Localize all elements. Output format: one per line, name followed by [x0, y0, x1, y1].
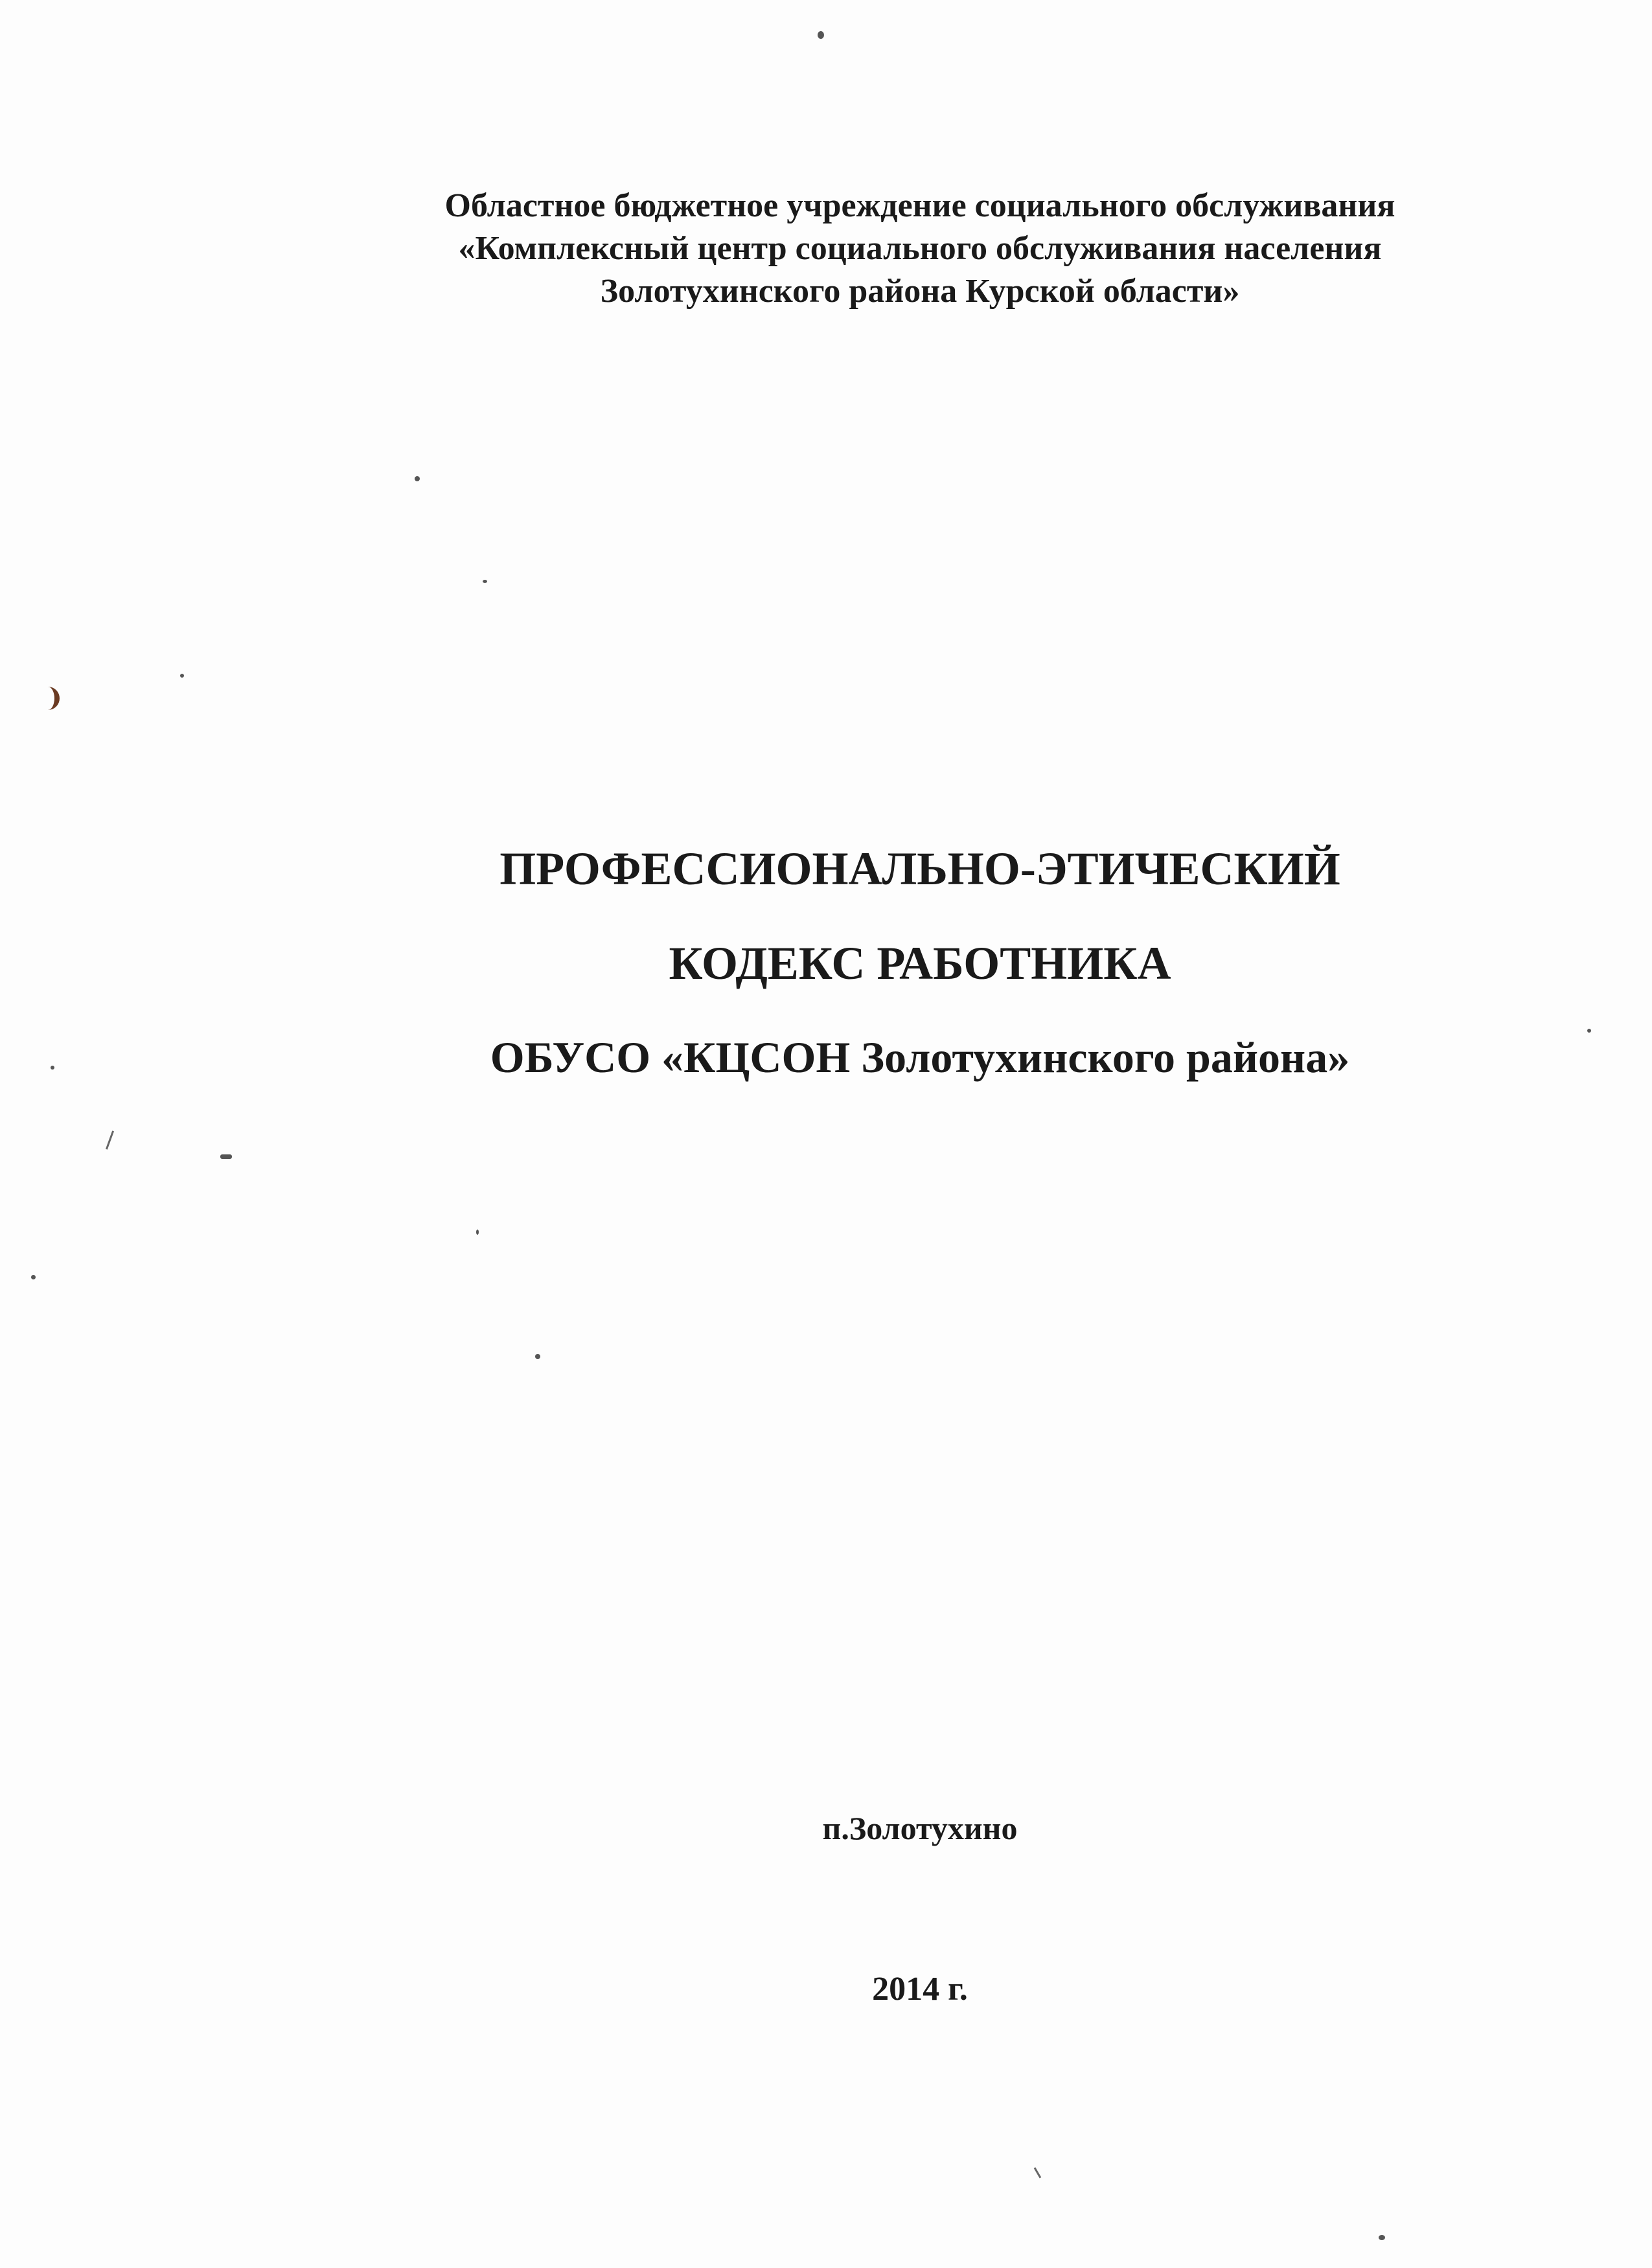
- scan-speck: [1379, 2235, 1385, 2240]
- document-title: [363, 842, 1477, 1083]
- scan-speck: [535, 1354, 540, 1359]
- scan-speck: [180, 674, 184, 678]
- scan-stroke: [1034, 2167, 1042, 2178]
- scan-speck: [1587, 1029, 1591, 1033]
- scan-speck: [220, 1154, 232, 1159]
- organization-header-line-2: «Комплексный центр социального обслуживания населения: [458, 230, 1382, 267]
- organization-header-line-1: Областное бюджетное учреждение социального обслуживания: [444, 187, 1395, 224]
- scan-mark: [38, 687, 60, 710]
- document-title-line-2: КОДЕКС РАБОТНИКА: [669, 937, 1171, 989]
- organization-header: [363, 185, 1477, 313]
- scan-speck: [415, 476, 420, 481]
- scan-stroke: [106, 1130, 114, 1149]
- scan-speck: [31, 1275, 36, 1279]
- scan-speck: [483, 580, 487, 583]
- publication-year: 2014 г.: [872, 1971, 968, 2008]
- scan-speck: [818, 31, 824, 39]
- place-of-publication: п.Золотухино: [822, 1810, 1018, 1846]
- document-title-line-1: ПРОФЕССИОНАЛЬНО-ЭТИЧЕСКИЙ: [499, 843, 1340, 895]
- scan-speck: [476, 1230, 479, 1235]
- document-title-line-3: ОБУСО «КЦСОН Золотухинского района»: [490, 1033, 1350, 1082]
- organization-header-line-3: Золотухинского района Курской области»: [600, 273, 1240, 310]
- scan-speck: [51, 1066, 54, 1070]
